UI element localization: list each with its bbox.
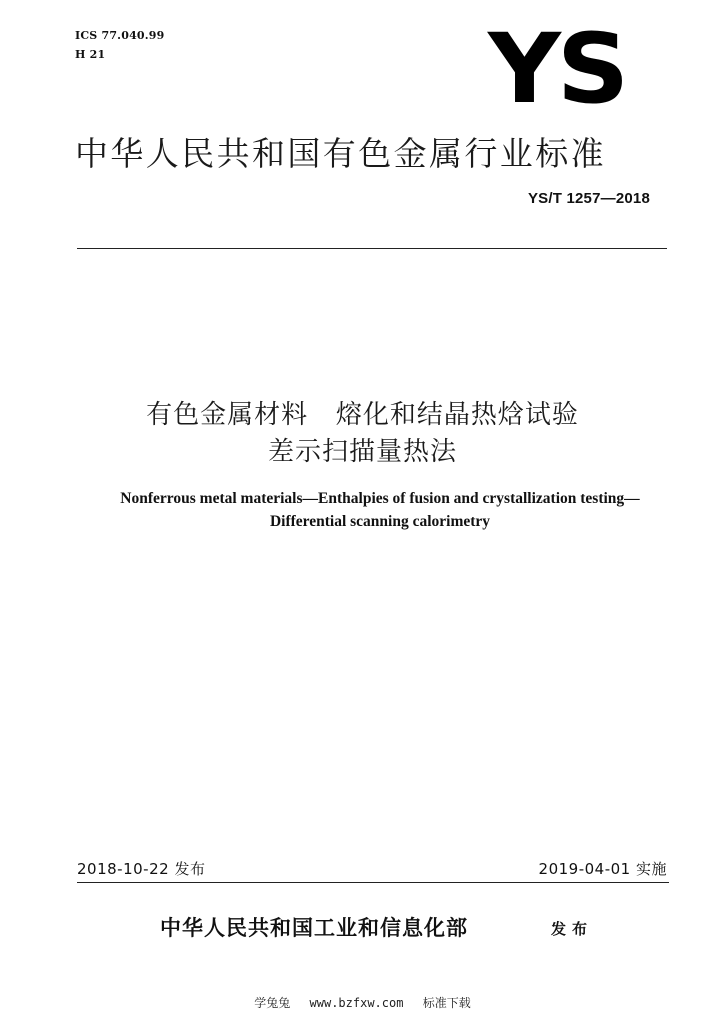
watermark-footer <box>0 994 725 1011</box>
document-title-cn-line2: 差示扫描量热法 <box>267 437 457 467</box>
document-title-en-line1: Nonferrous metal materials—Enthalpies of fusion and crystallization testing— <box>120 490 640 507</box>
ics-code: ICS 77.040.99 <box>75 29 165 42</box>
document-title-cn-line1: 有色金属材料 熔化和结晶热焓试验 <box>146 400 579 430</box>
footer-site-name: 学兔兔 <box>254 996 291 1010</box>
footer-url[interactable]: www.bzfxw.com <box>309 996 404 1010</box>
footer-tagline: 标准下载 <box>422 996 471 1010</box>
bottom-divider <box>77 882 669 883</box>
issue-action: 发布 <box>551 920 594 938</box>
document-title-en-line2: Differential scanning calorimetry <box>269 513 491 530</box>
implementation-date: 2019-04-01 实施 <box>538 860 667 878</box>
top-divider <box>77 248 667 249</box>
issue-date: 2018-10-22 发布 <box>77 860 206 878</box>
standard-category-title: 中华人民共和国有色金属行业标准 <box>75 134 606 173</box>
standard-number: YS/T 1257—2018 <box>527 190 650 207</box>
ccs-code: H 21 <box>75 48 106 61</box>
issuing-authority: 中华人民共和国工业和信息化部 <box>160 915 468 940</box>
ys-logo: YS <box>488 13 626 125</box>
